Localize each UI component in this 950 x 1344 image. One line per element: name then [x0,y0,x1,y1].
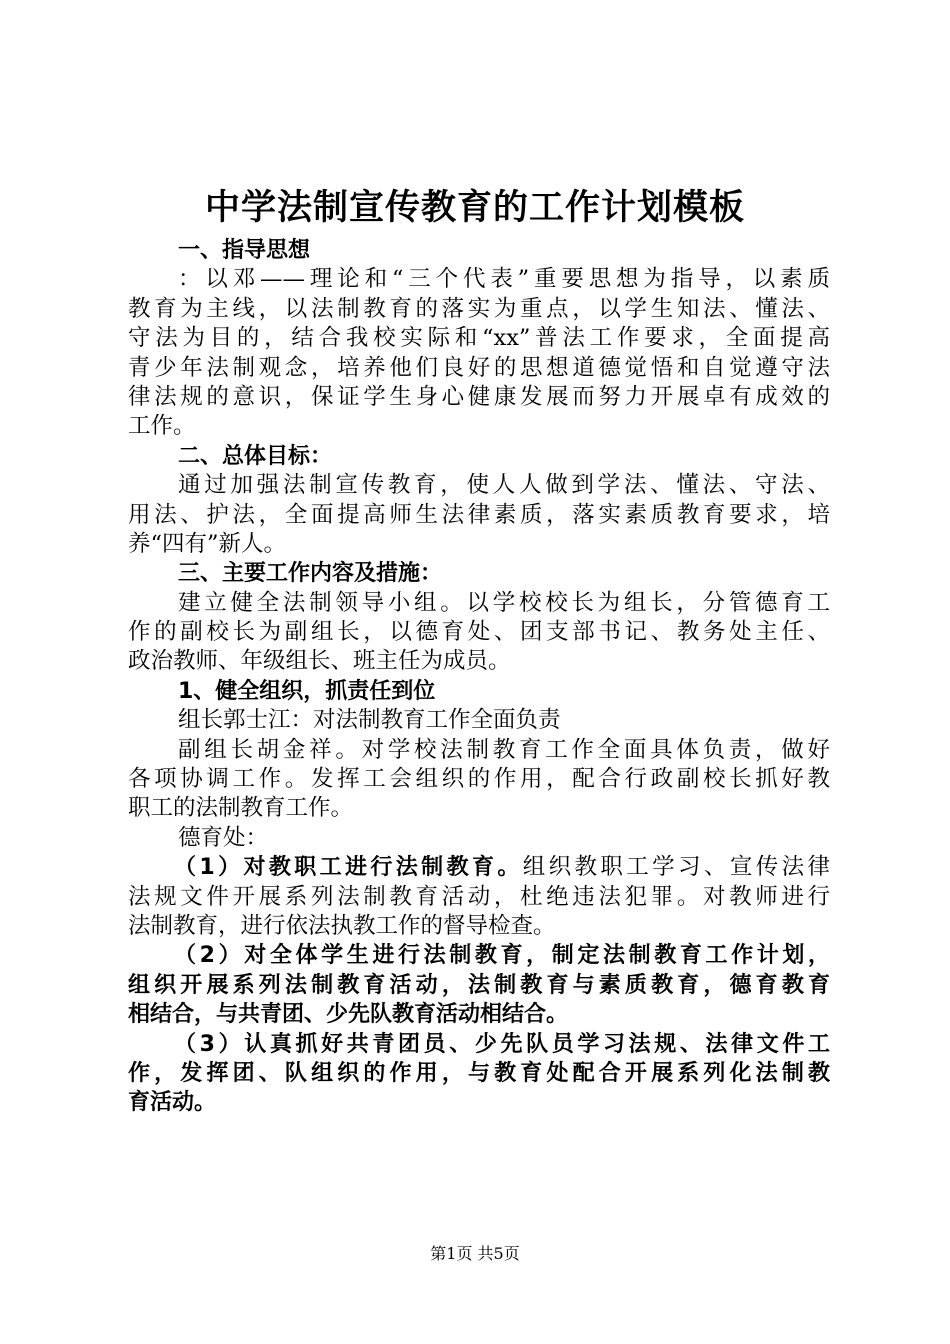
document-title: 中学法制宣传教育的工作计划模板 [204,188,745,228]
section-heading: 二、总体目标： [178,443,333,469]
paragraph-line: ：以邓——理论和“三个代表”重要思想为指导，以素质 [178,266,830,293]
bold-paragraph-line: 育活动。 [128,1090,217,1116]
document-body [128,236,830,1118]
paragraph-line: 建立健全法制领导小组。以学校校长为组长，分管德育工 [178,589,830,616]
paragraph-line: 工作。 [128,413,196,440]
paragraph-line: 德育处： [178,824,269,851]
paragraph-text: 组织教职工学习、宣传法律 [522,854,830,881]
section-heading: 三、主要工作内容及措施： [178,561,443,587]
paragraph-line: 各项协调工作。发挥工会组织的作用，配合行政副校长抓好教 [128,766,830,793]
paragraph-line: 职工的法制教育工作。 [128,795,354,822]
page-footer: 第1页 共5页 [430,1244,520,1263]
bold-paragraph-line: （2）对全体学生进行法制教育，制定法制教育工作计划， [174,943,830,969]
bold-paragraph-line: 组织开展系列法制教育活动，法制教育与素质教育，德育教育 [128,972,830,998]
paragraph-line: 政治教师、年级组长、班主任为成员。 [128,648,511,675]
bold-paragraph-line: 相结合，与共青团、少先队教育活动相结合。 [128,1002,569,1028]
paragraph-line: 作的副校长为副组长，以德育处、团支部书记、教务处主任、 [128,619,830,646]
bold-paragraph-line: （3）认真抓好共青团员、少先队员学习法规、法律文件工 [174,1031,830,1057]
section-heading: 1、健全组织，抓责任到位 [178,678,436,704]
bold-paragraph-line: 作，发挥团、队组织的作用，与教育处配合开展系列化法制教 [128,1060,830,1086]
paragraph-line: 组长郭士江：对法制教育工作全面负责 [178,707,561,734]
paragraph-line [128,853,830,882]
paragraph-line: 副组长胡金祥。对学校法制教育工作全面具体负责，做好 [178,736,830,763]
paragraph-line: 用法、护法，全面提高师生法律素质，落实素质教育要求，培 [128,501,830,528]
paragraph-line: 法规文件开展系列法制教育活动，杜绝违法犯罪。对教师进行 [128,883,830,910]
paragraph-line: 养“四有”新人。 [128,530,287,557]
paragraph-line: 法制教育，进行依法执教工作的督导检查。 [128,912,556,939]
section-heading: 一、指导思想 [178,238,311,263]
paragraph-line: 青少年法制观念，培养他们良好的思想道德觉悟和自觉遵守法 [128,354,830,381]
paragraph-line: 律法规的意识，保证学生身心健康发展而努力开展卓有成效的 [128,383,830,410]
paragraph-line: 教育为主线，以法制教育的落实为重点，以学生知法、懂法、 [128,295,830,322]
bold-lead-text: （1）对教职工进行法制教育。 [174,855,523,881]
paragraph-line: 守法为目的，结合我校实际和“xx”普法工作要求，全面提高 [128,325,830,352]
paragraph-line: 通过加强法制宣传教育，使人人做到学法、懂法、守法、 [178,472,830,499]
